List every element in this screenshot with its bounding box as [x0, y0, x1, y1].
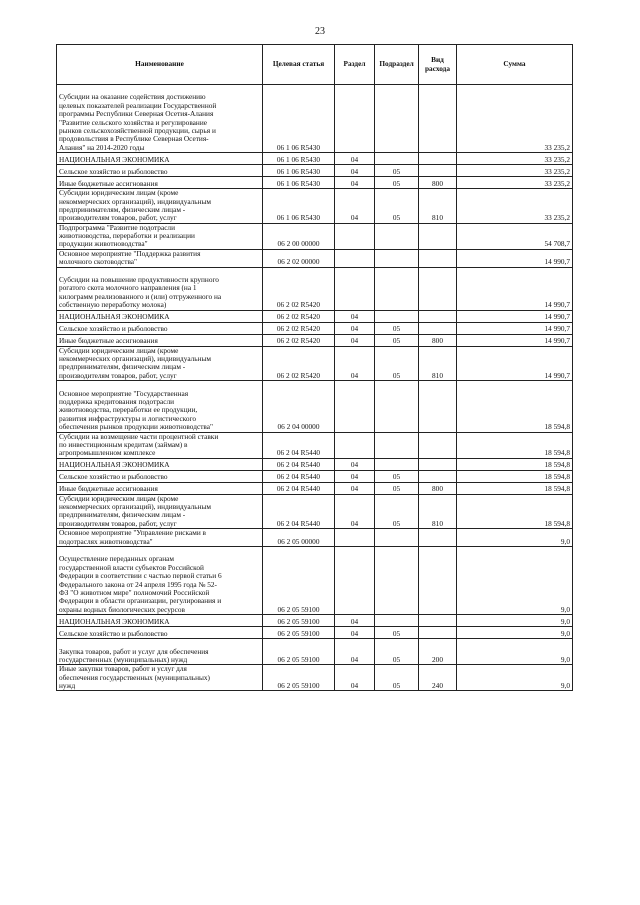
cell-sum: 14 990,7	[457, 249, 573, 267]
cell-code: 06 2 02 00000	[263, 249, 335, 267]
cell-name	[57, 85, 263, 153]
cell-name	[57, 470, 263, 482]
cell-name	[57, 189, 263, 224]
column-header-section: Раздел	[335, 45, 375, 85]
cell-subsection: 05	[375, 322, 419, 334]
cell-code: 06 2 02 R5420	[263, 310, 335, 322]
cell-section: 04	[335, 177, 375, 189]
table-row	[57, 310, 573, 322]
cell-name	[57, 267, 263, 310]
cell-kind	[419, 547, 457, 615]
cell-sum: 14 990,7	[457, 310, 573, 322]
cell-subsection	[375, 267, 419, 310]
table-row	[57, 346, 573, 381]
cell-name-text: Сельское хозяйство и рыболовство	[59, 472, 168, 482]
cell-sum: 18 594,8	[457, 470, 573, 482]
cell-name-text: Иные бюджетные ассигнования	[59, 484, 158, 494]
cell-subsection: 05	[375, 346, 419, 381]
cell-subsection: 05	[375, 665, 419, 691]
cell-sum: 18 594,8	[457, 432, 573, 458]
cell-section: 04	[335, 470, 375, 482]
cell-subsection	[375, 529, 419, 547]
cell-kind	[419, 249, 457, 267]
cell-section	[335, 547, 375, 615]
cell-kind: 200	[419, 639, 457, 665]
column-header-sum: Сумма	[457, 45, 573, 85]
table-body	[57, 85, 573, 691]
table-row	[57, 249, 573, 267]
cell-code: 06 1 06 R5430	[263, 177, 335, 189]
cell-name-text: Осуществление переданных органам государственной власти субъектов Российской Федерации в соответствии с частью первой статьи 6 Федерального закона от 24 апреля 1995 года № 52- ФЗ "О животном мире" полномочий Российской Федерации в области организации, регулирования и охраны водных биологических ресурсов	[59, 554, 222, 614]
cell-code: 06 2 05 59100	[263, 665, 335, 691]
cell-kind	[419, 529, 457, 547]
cell-code: 06 1 06 R5430	[263, 85, 335, 153]
page-number: 23	[315, 26, 325, 37]
cell-code: 06 2 04 R5440	[263, 482, 335, 494]
cell-kind	[419, 381, 457, 432]
cell-name	[57, 381, 263, 432]
cell-subsection: 05	[375, 494, 419, 529]
cell-section: 04	[335, 627, 375, 639]
cell-name	[57, 165, 263, 177]
cell-kind	[419, 85, 457, 153]
table-row	[57, 639, 573, 665]
cell-name-text: НАЦИОНАЛЬНАЯ ЭКОНОМИКА	[59, 154, 170, 164]
column-header-kind: Вид расхода	[419, 45, 457, 85]
cell-subsection: 05	[375, 482, 419, 494]
cell-name-text: Субсидии на повышение продуктивности крупного рогатого скота молочного направления (на 1 килограмм реализованного и (или) отгруженного на собственную переработку молока)	[59, 275, 222, 310]
cell-name-text: Основное мероприятие "Государственная поддержка кредитования подотрасли животноводства, переработки ее продукции, развития инфраструктуры и логистического обеспечения рынков продукции животноводства"	[59, 388, 213, 432]
cell-code: 06 2 02 R5420	[263, 346, 335, 381]
cell-name-text: Иные бюджетные ассигнования	[59, 178, 158, 188]
cell-sum: 18 594,8	[457, 381, 573, 432]
cell-sum: 14 990,7	[457, 346, 573, 381]
cell-name	[57, 177, 263, 189]
cell-name	[57, 432, 263, 458]
cell-subsection	[375, 153, 419, 165]
cell-sum: 33 235,2	[457, 153, 573, 165]
cell-name	[57, 627, 263, 639]
cell-kind	[419, 267, 457, 310]
cell-kind	[419, 458, 457, 470]
cell-subsection	[375, 223, 419, 249]
cell-section: 04	[335, 494, 375, 529]
cell-kind	[419, 165, 457, 177]
cell-subsection: 05	[375, 334, 419, 346]
cell-name-text: Субсидии юридическим лицам (кроме некоммерческих организаций), индивидуальным предпринимателям, физическим лицам - производителям товаров, работ, услуг	[59, 188, 212, 223]
cell-name	[57, 494, 263, 529]
cell-code: 06 2 05 59100	[263, 627, 335, 639]
cell-section: 04	[335, 458, 375, 470]
cell-section: 04	[335, 189, 375, 224]
cell-name-text: Сельское хозяйство и рыболовство	[59, 166, 168, 176]
cell-section	[335, 381, 375, 432]
cell-subsection	[375, 547, 419, 615]
cell-name	[57, 529, 263, 547]
cell-kind: 810	[419, 494, 457, 529]
cell-sum: 18 594,8	[457, 458, 573, 470]
table-row	[57, 529, 573, 547]
cell-section: 04	[335, 665, 375, 691]
table-row	[57, 153, 573, 165]
table-row	[57, 322, 573, 334]
cell-sum: 33 235,2	[457, 165, 573, 177]
cell-code: 06 2 02 R5420	[263, 322, 335, 334]
cell-section	[335, 249, 375, 267]
cell-section: 04	[335, 153, 375, 165]
cell-name-text: Сельское хозяйство и рыболовство	[59, 628, 168, 638]
cell-subsection	[375, 432, 419, 458]
cell-name-text: Субсидии на оказание содействия достижению целевых показателей реализации Государственной программы Республики Северная Осетия-Алания "Развитие сельского хозяйства и регулирование рынков сельскохозяйственной продукции, сырья и продовольствия в Республике Северная Осетия- Алания" на 2014-2020 годы	[59, 92, 217, 152]
cell-sum: 14 990,7	[457, 322, 573, 334]
cell-name-text: Иные закупки товаров, работ и услуг для обеспечения государственных (муниципальных) нужд	[59, 664, 210, 691]
table-row	[57, 177, 573, 189]
table-row	[57, 494, 573, 529]
cell-kind: 240	[419, 665, 457, 691]
cell-sum: 33 235,2	[457, 85, 573, 153]
table-row	[57, 189, 573, 224]
cell-section	[335, 432, 375, 458]
table-row	[57, 165, 573, 177]
cell-subsection	[375, 458, 419, 470]
column-header-code: Целевая статья	[263, 45, 335, 85]
cell-name	[57, 249, 263, 267]
cell-name	[57, 322, 263, 334]
cell-sum: 54 708,7	[457, 223, 573, 249]
cell-code: 06 2 00 00000	[263, 223, 335, 249]
cell-kind	[419, 322, 457, 334]
cell-subsection: 05	[375, 627, 419, 639]
cell-code: 06 1 06 R5430	[263, 153, 335, 165]
table-row	[57, 85, 573, 153]
cell-kind: 800	[419, 177, 457, 189]
cell-code: 06 1 06 R5430	[263, 189, 335, 224]
column-header-subsection: Подраздел	[375, 45, 419, 85]
cell-kind	[419, 310, 457, 322]
table-row	[57, 615, 573, 627]
cell-section: 04	[335, 615, 375, 627]
cell-name-text: Субсидии на возмещение части процентной ставки по инвестиционным кредитам (займам) в агропромышленном комплексе	[59, 431, 219, 458]
cell-section: 04	[335, 310, 375, 322]
cell-sum: 9,0	[457, 639, 573, 665]
cell-subsection	[375, 615, 419, 627]
cell-name	[57, 153, 263, 165]
cell-name-text: Основное мероприятие "Управление рисками в подотраслях животноводства"	[59, 528, 206, 546]
cell-section: 04	[335, 639, 375, 665]
cell-name-text: Подпрограмма "Развитие подотрасли животноводства, переработки и реализации продукции животноводства"	[59, 222, 195, 249]
cell-kind	[419, 470, 457, 482]
cell-section: 04	[335, 334, 375, 346]
cell-code: 06 2 05 00000	[263, 529, 335, 547]
cell-sum: 9,0	[457, 615, 573, 627]
cell-kind: 810	[419, 346, 457, 381]
cell-section	[335, 85, 375, 153]
cell-subsection: 05	[375, 639, 419, 665]
cell-name	[57, 334, 263, 346]
cell-section: 04	[335, 165, 375, 177]
budget-table	[56, 44, 573, 691]
cell-section: 04	[335, 482, 375, 494]
cell-name-text: Субсидии юридическим лицам (кроме некоммерческих организаций), индивидуальным предпринимателям, физическим лицам - производителям товаров, работ, услуг	[59, 493, 212, 528]
cell-sum: 9,0	[457, 529, 573, 547]
cell-section: 04	[335, 346, 375, 381]
cell-code: 06 2 04 R5440	[263, 470, 335, 482]
table-row	[57, 470, 573, 482]
cell-kind	[419, 627, 457, 639]
cell-code: 06 2 04 00000	[263, 381, 335, 432]
cell-sum: 9,0	[457, 547, 573, 615]
cell-name-text: Иные бюджетные ассигнования	[59, 336, 158, 346]
cell-name-text: Закупка товаров, работ и услуг для обеспечения государственных (муниципальных) нужд	[59, 646, 209, 664]
cell-kind: 810	[419, 189, 457, 224]
cell-kind	[419, 223, 457, 249]
cell-subsection	[375, 85, 419, 153]
cell-name	[57, 547, 263, 615]
cell-name-text: Субсидии юридическим лицам (кроме некоммерческих организаций), индивидуальным предпринимателям, физическим лицам - производителям товаров, работ, услуг	[59, 345, 212, 380]
cell-subsection	[375, 310, 419, 322]
cell-section	[335, 529, 375, 547]
cell-section: 04	[335, 322, 375, 334]
table-row	[57, 665, 573, 691]
cell-kind: 800	[419, 482, 457, 494]
table-row	[57, 432, 573, 458]
cell-subsection: 05	[375, 189, 419, 224]
cell-code: 06 2 04 R5440	[263, 432, 335, 458]
cell-sum: 9,0	[457, 665, 573, 691]
cell-sum: 14 990,7	[457, 334, 573, 346]
cell-kind	[419, 615, 457, 627]
cell-sum: 18 594,8	[457, 494, 573, 529]
cell-code: 06 2 04 R5440	[263, 494, 335, 529]
cell-section	[335, 223, 375, 249]
table-row	[57, 482, 573, 494]
cell-sum: 14 990,7	[457, 267, 573, 310]
table-row	[57, 547, 573, 615]
cell-code: 06 2 05 59100	[263, 639, 335, 665]
table-row	[57, 267, 573, 310]
cell-code: 06 2 05 59100	[263, 615, 335, 627]
cell-name	[57, 639, 263, 665]
cell-sum: 9,0	[457, 627, 573, 639]
column-header-name: Наименование	[57, 45, 263, 85]
cell-sum: 18 594,8	[457, 482, 573, 494]
cell-sum: 33 235,2	[457, 177, 573, 189]
cell-subsection	[375, 249, 419, 267]
cell-name-text: НАЦИОНАЛЬНАЯ ЭКОНОМИКА	[59, 460, 170, 470]
cell-kind	[419, 153, 457, 165]
cell-name	[57, 458, 263, 470]
cell-name	[57, 223, 263, 249]
cell-name	[57, 310, 263, 322]
cell-code: 06 2 02 R5420	[263, 334, 335, 346]
cell-subsection: 05	[375, 470, 419, 482]
cell-code: 06 1 06 R5430	[263, 165, 335, 177]
cell-kind	[419, 432, 457, 458]
table-row	[57, 381, 573, 432]
table-row	[57, 627, 573, 639]
cell-section	[335, 267, 375, 310]
table-header-row	[57, 45, 573, 85]
cell-subsection: 05	[375, 165, 419, 177]
cell-name	[57, 482, 263, 494]
table-row	[57, 458, 573, 470]
cell-subsection: 05	[375, 177, 419, 189]
cell-name-text: Основное мероприятие "Поддержка развития молочного скотоводства"	[59, 248, 201, 267]
cell-name-text: Сельское хозяйство и рыболовство	[59, 324, 168, 334]
cell-sum: 33 235,2	[457, 189, 573, 224]
cell-name-text: НАЦИОНАЛЬНАЯ ЭКОНОМИКА	[59, 312, 170, 322]
cell-subsection	[375, 381, 419, 432]
cell-name-text: НАЦИОНАЛЬНАЯ ЭКОНОМИКА	[59, 616, 170, 626]
table-row	[57, 223, 573, 249]
cell-code: 06 2 05 59100	[263, 547, 335, 615]
cell-code: 06 2 02 R5420	[263, 267, 335, 310]
table-row	[57, 334, 573, 346]
cell-code: 06 2 04 R5440	[263, 458, 335, 470]
cell-kind: 800	[419, 334, 457, 346]
cell-name	[57, 665, 263, 691]
cell-name	[57, 346, 263, 381]
cell-name	[57, 615, 263, 627]
